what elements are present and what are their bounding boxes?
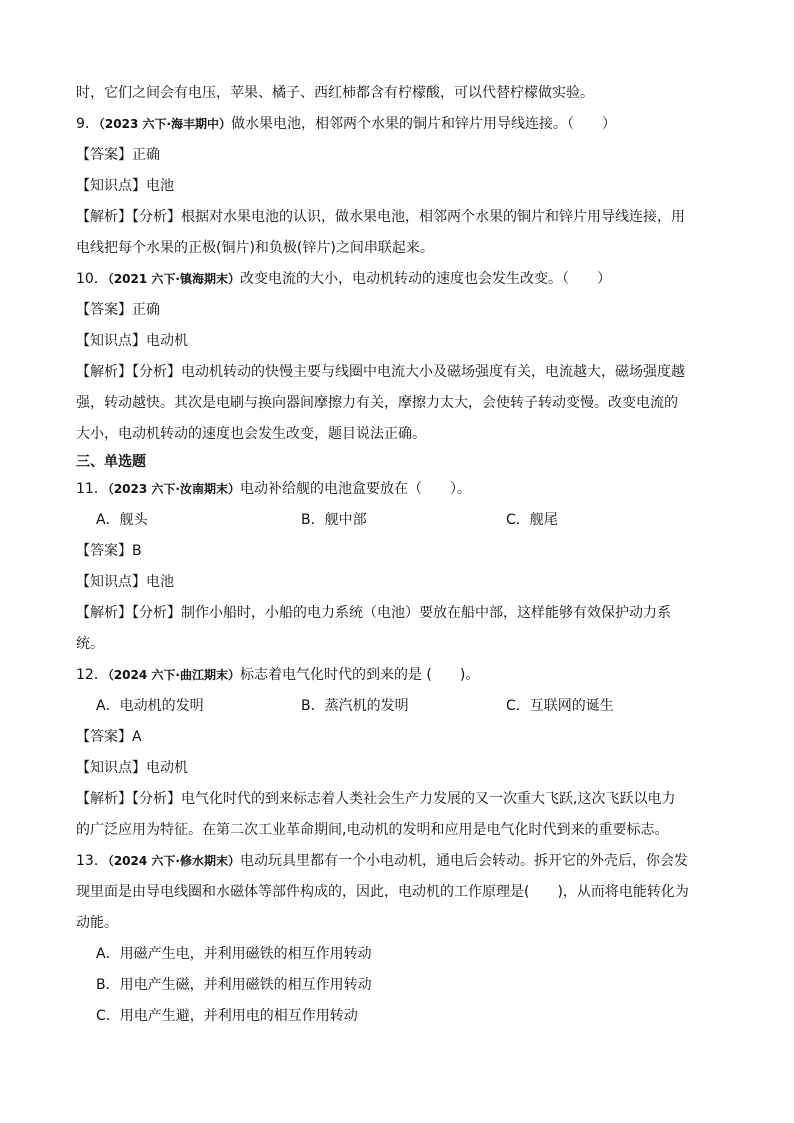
- answer-value: 正确: [132, 302, 160, 318]
- answer-label: 【答案】: [76, 543, 132, 559]
- option-a: A．电动机的发明: [96, 698, 204, 714]
- knowledge-point-value: 电动机: [146, 760, 188, 776]
- answer-line: [76, 295, 726, 326]
- answer-line: [76, 140, 726, 171]
- option-c: C．用电产生避，并利用电的相互作用转动: [96, 1008, 358, 1024]
- analysis-text: 电动机转动的快慢主要与线圈中电流大小及磁场强度有关，电流越大，磁场强度越: [181, 364, 685, 380]
- question-stem: 改变电流的大小，电动机转动的速度也会发生改变。（ ）: [239, 271, 611, 287]
- question-number: 9．: [76, 116, 99, 132]
- question-source: （2023 六下·汝南期末）: [107, 482, 240, 496]
- analysis-line: [76, 357, 726, 388]
- analysis-line: 的广泛应用为特征。在第二次工业革命期间,电动机的发明和应用是电气化时代到来的重要标志。: [76, 822, 669, 838]
- analysis-text: 根据对水果电池的认识，做水果电池，相邻两个水果的铜片和锌片用导线连接，用: [181, 209, 685, 225]
- answer-label: 【答案】: [76, 302, 132, 318]
- question-number: 10．: [76, 271, 108, 287]
- analysis-label: 【解析】【分析】: [76, 364, 181, 380]
- question-number: 11．: [76, 481, 108, 497]
- knowledge-point-label: 【知识点】: [76, 178, 146, 194]
- option-c: C．舰尾: [506, 512, 558, 528]
- analysis-label: 【解析】【分析】: [76, 209, 181, 225]
- question-stem: 电动补给舰的电池盒要放在（ ）。: [239, 481, 471, 497]
- answer-line: [76, 722, 726, 753]
- options-row: [76, 691, 726, 722]
- analysis-line: 电线把每个水果的正极(铜片)和负极(锌片)之间串联起来。: [76, 240, 434, 256]
- question-source: （2024 六下·曲江期末）: [107, 668, 240, 682]
- question-number: 12．: [76, 667, 108, 683]
- knowledge-point-label: 【知识点】: [76, 760, 146, 776]
- question-source: （2021 六下·镇海期末）: [107, 272, 240, 286]
- question-12: [76, 660, 726, 691]
- section-heading: 三、单选题: [76, 454, 146, 470]
- option-c: C．互联网的诞生: [506, 698, 614, 714]
- document-content: [76, 78, 726, 1032]
- question-stem-line: 现里面是由导电线圈和水磁体等部件构成的，因此，电动机的工作原理是( )，从而将电能转化为: [76, 884, 689, 900]
- answer-value: 正确: [132, 147, 160, 163]
- knowledge-point-value: 电池: [146, 574, 174, 590]
- answer-line: [76, 536, 726, 567]
- answer-value: A: [132, 729, 142, 745]
- question-stem-line: 动能。: [76, 915, 118, 931]
- question-11: [76, 474, 726, 505]
- analysis-line: [76, 202, 726, 233]
- question-9: [76, 109, 726, 140]
- intro-tail-line: 时，它们之间会有电压，苹果、橘子、西红柿都含有柠檬酸，可以代替柠檬做实验。: [76, 85, 594, 101]
- question-number: 13．: [76, 853, 108, 869]
- answer-value: B: [132, 543, 142, 559]
- analysis-label: 【解析】【分析】: [76, 605, 181, 621]
- answer-label: 【答案】: [76, 147, 132, 163]
- question-stem: 电动玩具里都有一个小电动机，通电后会转动。拆开它的外壳后，你会发: [239, 853, 688, 869]
- analysis-line: [76, 598, 726, 629]
- analysis-line: 统。: [76, 636, 104, 652]
- analysis-text: 制作小船时，小船的电力系统（电池）要放在船中部，这样能够有效保护动力系: [181, 605, 671, 621]
- knowledge-point-label: 【知识点】: [76, 333, 146, 349]
- question-stem: 做水果电池，相邻两个水果的铜片和锌片用导线连接。（ ）: [231, 116, 617, 132]
- question-stem: 标志着电气化时代的到来的是 ( )。: [239, 667, 480, 683]
- analysis-line: 强，转动越快。其次是电刷与换向器间摩擦力有关，摩擦力太大，会使转子转动变慢。改变电流的: [76, 395, 678, 411]
- analysis-line: 大小，电动机转动的速度也会发生改变，题目说法正确。: [76, 426, 426, 442]
- knowledge-point-line: [76, 567, 726, 598]
- answer-label: 【答案】: [76, 729, 132, 745]
- question-source: （2024 六下·修水期末）: [107, 854, 240, 868]
- option-a: A．舰头: [96, 512, 148, 528]
- question-10: [76, 264, 726, 295]
- analysis-text: 电气化时代的到来标志着人类社会生产力发展的又一次重大飞跃,这次飞跃以电力: [181, 791, 676, 807]
- option-b: B．蒸汽机的发明: [301, 698, 409, 714]
- knowledge-point-line: [76, 326, 726, 357]
- knowledge-point-line: [76, 753, 726, 784]
- knowledge-point-label: 【知识点】: [76, 574, 146, 590]
- analysis-label: 【解析】【分析】: [76, 791, 181, 807]
- options-row: [76, 505, 726, 536]
- option-b: B．舰中部: [301, 512, 367, 528]
- option-a: A．用磁产生电，并利用磁铁的相互作用转动: [96, 946, 372, 962]
- knowledge-point-line: [76, 171, 726, 202]
- analysis-line: [76, 784, 726, 815]
- knowledge-point-value: 电动机: [146, 333, 188, 349]
- knowledge-point-value: 电池: [146, 178, 174, 194]
- option-b: B．用电产生磁，并利用磁铁的相互作用转动: [96, 977, 372, 993]
- question-source: （2023 六下·海丰期中）: [98, 117, 232, 131]
- question-13: [76, 846, 726, 877]
